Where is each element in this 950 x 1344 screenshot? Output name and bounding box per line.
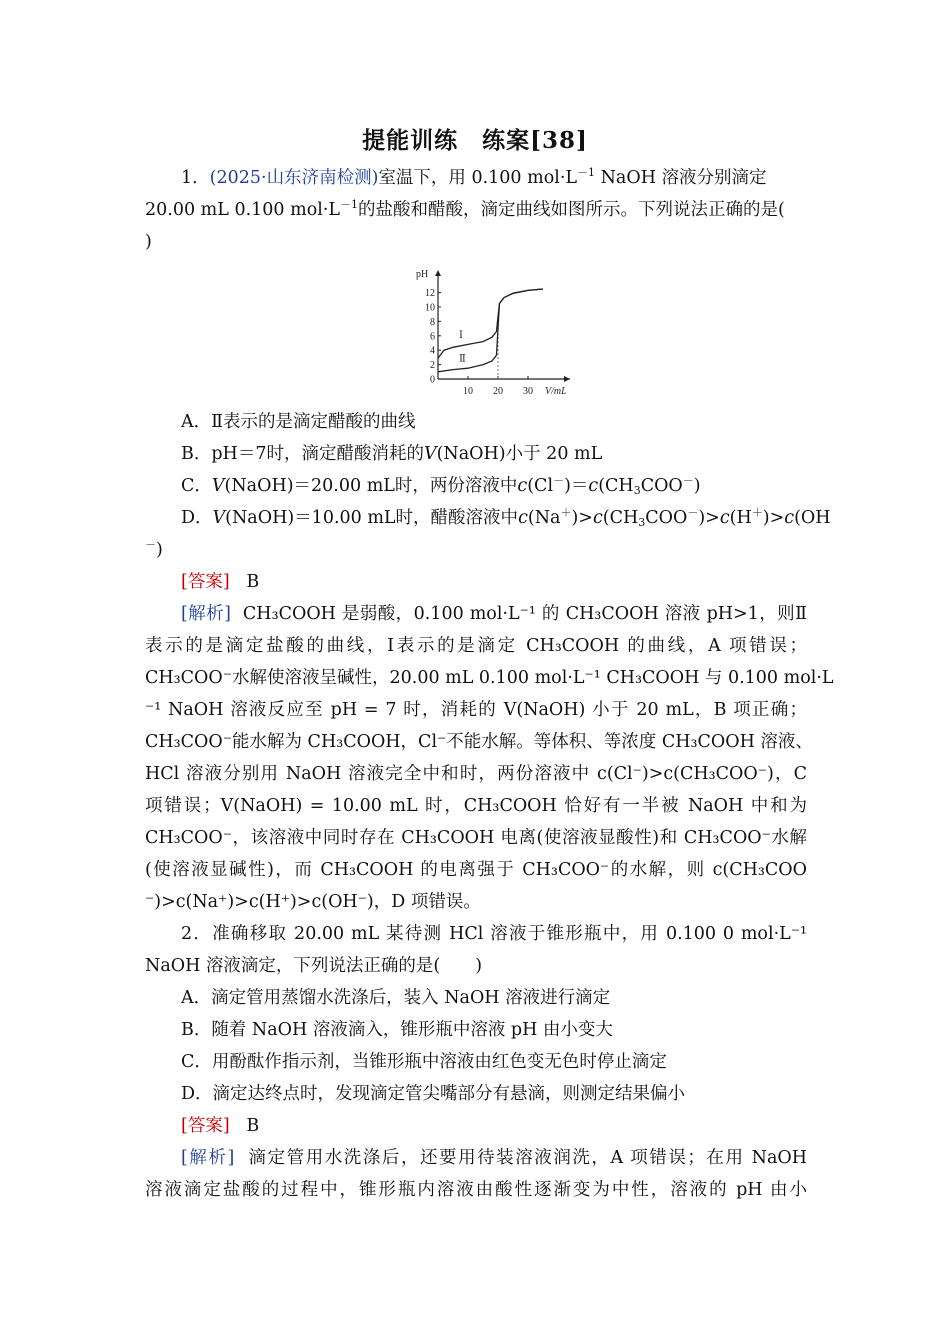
y-tick-label: 4 [430,345,435,357]
series-label-2: Ⅱ [459,353,466,365]
y-axis-arrow [435,270,441,276]
q1-analysis-line-2: 表示的是滴定盐酸的曲线，Ⅰ表示的是滴定 CH₃COOH 的曲线，A 项错误； [145,636,807,656]
q1-answer [181,570,807,594]
q2-answer [181,1114,807,1138]
q1-analysis-line-9: (使溶液显碱性)，而 CH₃COOH 的电离强于 CH₃COO⁻的水解，则 c(CH₃COO [145,860,807,880]
q1-option-c: C．V(NaOH)＝20.00 mL时，两份溶液中$c(Cl^-)=c(CH_3COO^-)$ [181,474,701,497]
q2-analysis-line-2: 溶液滴定盐酸的过程中，锥形瓶内溶液由酸性逐渐变为中性，溶液的 pH 由小 [145,1180,807,1200]
q1-analysis-line-1: [解析] CH₃COOH 是弱酸，0.100 mol·L⁻¹ 的 CH₃COOH 溶液 pH>1，则Ⅱ [181,604,808,624]
series-line-2 [438,289,543,372]
q2-analysis-line-1: [解析] 滴定管用水洗涤后，还要用待装溶液润洗，A 项错误；在用 NaOH [181,1148,807,1168]
q2-option-c: C．用酚酞作指示剂，当锥形瓶中溶液由红色变无色时停止滴定 [181,1052,667,1072]
y-axis-label: pH [416,269,429,280]
q1-option-d: D．V(NaOH)＝10.00 mL时，醋酸溶液中$c(Na^+)>c(CH_3COO^-)>c(H^+)>c(OH$ [181,506,831,529]
q1-source: (2025·山东济南检测) [209,168,379,188]
q2-answer-value: B [246,1116,260,1136]
q1-stem-line-1: 1．(2025·山东济南检测)室温下，用 0.100 $mol\cdot L^{-1}$ NaOH 溶液分别滴定 [181,166,767,188]
x-axis-arrow [564,376,570,382]
q2-option-a: A．滴定管用蒸馏水洗涤后，装入 NaOH 溶液进行滴定 [181,988,611,1008]
q2-analysis-label: [解析] [181,1148,235,1168]
q1-answer-value: B [246,572,260,592]
q1-analysis-line-10: ⁻)>c(Na⁺)>c(H⁺)>c(OH⁻)，D 项错误。 [145,892,481,912]
q1-number: 1． [181,168,210,188]
q2-option-b: B．随着 NaOH 溶液滴入，锥形瓶中溶液 pH 由小变大 [181,1020,613,1040]
titration-chart [410,262,580,398]
y-tick-label: 10 [425,302,435,314]
y-tick-label: 2 [430,360,435,372]
q1-option-b: B．pH＝7时，滴定醋酸消耗的V(NaOH)小于 20 mL [181,444,603,464]
x-tick-label: 30 [523,386,533,397]
q2-stem-line-1: 2．准确移取 20.00 mL 某待测 HCl 溶液于锥形瓶中，用 0.100 0 mol·L⁻¹ [181,924,807,944]
q2-answer-label: [答案] [181,1116,230,1136]
q1-option-d-cont: －) [145,538,163,560]
x-axis-label: V/mL [545,386,567,397]
y-tick-label: 0 [430,374,435,386]
q1-option-a: A．Ⅱ表示的是滴定醋酸的曲线 [181,412,416,432]
series-label-1: Ⅰ [459,329,463,341]
series-line-1 [438,289,543,358]
q1-analysis-line-3: CH₃COO⁻水解使溶液呈碱性，20.00 mL 0.100 mol·L⁻¹ CH₃COOH 与 0.100 mol·L [145,668,834,688]
q2-option-d: D．滴定达终点时，发现滴定管尖嘴部分有悬滴，则测定结果偏小 [181,1084,686,1104]
q1-stem-line-3: ) [145,232,152,252]
x-tick-label: 20 [493,386,503,397]
y-tick-label: 6 [430,331,435,343]
y-tick-label: 12 [425,288,435,300]
q1-answer-label: [答案] [181,572,230,592]
y-tick-label: 8 [430,316,435,328]
q1-analysis-line-6: HCl 溶液分别用 NaOH 溶液完全中和时，两份溶液中 c(Cl⁻)>c(CH₃COO⁻)，C [145,764,807,784]
x-tick-label: 10 [463,386,473,397]
q1-analysis-line-5: CH₃COO⁻能水解为 CH₃COOH，Cl⁻不能水解。等体积、等浓度 CH₃COOH 溶液、 [145,732,813,752]
q1-stem-line-2: 20.00 mL 0.100 $mol\cdot L^{-1}$的盐酸和醋酸，滴定曲线如图所示。下列说法正确的是( [145,198,785,220]
q1-analysis-line-4: ⁻¹ NaOH 溶液反应至 pH = 7 时，消耗的 V(NaOH) 小于 20 mL，B 项正确； [145,700,807,720]
page-title: 提能训练 练案[38] [362,127,588,154]
q2-stem-line-2: NaOH 溶液滴定，下列说法正确的是( ) [145,956,483,976]
q1-analysis-label: [解析] [181,604,231,624]
q1-analysis-line-7: 项错误；V(NaOH) = 10.00 mL 时，CH₃COOH 恰好有一半被 NaOH 中和为 [145,796,807,816]
q1-analysis-line-8: CH₃COO⁻，该溶液中同时存在 CH₃COOH 电离(使溶液显酸性)和 CH₃COO⁻水解 [145,828,807,848]
